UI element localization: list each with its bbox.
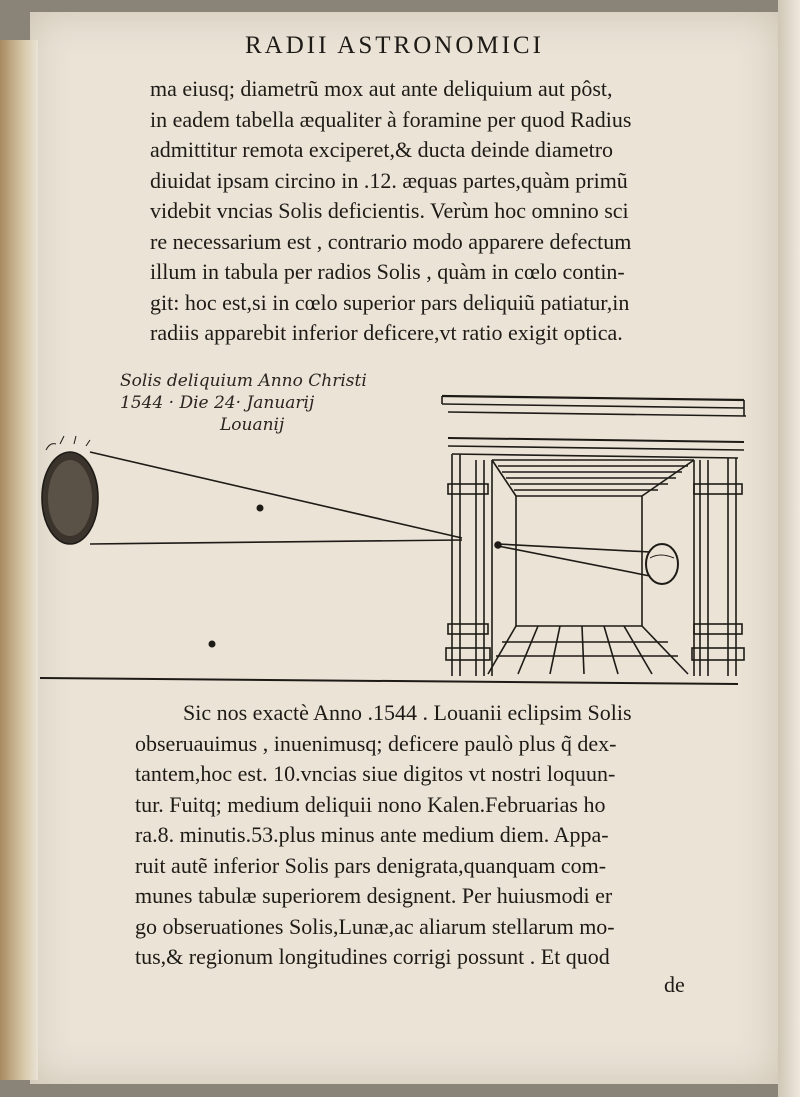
text-line: videbit vncias Solis deficientis. Verùm hoc omnino sci bbox=[150, 198, 629, 223]
running-head: RADII ASTRONOMICI bbox=[245, 32, 544, 59]
text-line: diuidat ipsam circino in .12. æquas partes,quàm primũ bbox=[150, 167, 628, 193]
inscription-line: Solis deliquium Anno Christi bbox=[120, 371, 367, 391]
text-line: illum in tabula per radios Solis , quàm in cœlo contin- bbox=[150, 259, 625, 284]
text-line: munes tabulæ superiorem designent. Per huiusmodi er bbox=[135, 883, 613, 908]
sun-ray-lower bbox=[90, 540, 462, 544]
inscription-line: Louanij bbox=[220, 415, 285, 435]
text-line: go obseruationes Solis,Lunæ,ac aliarum stellarum mo- bbox=[135, 913, 615, 939]
facing-page-edge bbox=[778, 0, 800, 1097]
text-line: ruit autẽ inferior Solis pars denigrata,quanquam com- bbox=[135, 852, 607, 878]
text-line: ra.8. minutis.53.plus minus ante medium diem. Appa- bbox=[135, 822, 609, 847]
text-line: tur. Fuitq; medium deliquii nono Kalen.Februarias ho bbox=[135, 791, 606, 817]
text-line: admittitur remota exciperet,& ducta deinde diametro bbox=[150, 137, 614, 162]
page-edge-stain bbox=[0, 40, 38, 1080]
bottom-text-block bbox=[135, 698, 695, 973]
projected-sun-image bbox=[646, 544, 678, 584]
text-line: tantem,hoc est. 10.vncias siue digitos vt nostri loquun- bbox=[135, 761, 616, 786]
top-text-block bbox=[150, 74, 690, 349]
text-line: Sic nos exactè Anno .1544 . Louanii eclipsim Solis bbox=[183, 700, 632, 725]
text-line: tus,& regionum longitudines corrigi possunt . Et quod bbox=[135, 944, 610, 969]
text-line: ma eiusq; diametrũ mox aut ante deliquium aut pôst, bbox=[150, 76, 613, 101]
sun-ray-upper bbox=[90, 452, 462, 538]
catchword: de bbox=[664, 972, 685, 997]
text-line: in eadem tabella æqualiter à foramine per quod Radius bbox=[150, 106, 632, 132]
sun-icon bbox=[42, 436, 98, 544]
text-line: re necessarium est , contrario modo apparere defectum bbox=[150, 228, 632, 254]
text-line: obseruauimus , inuenimusq; deficere paulò plus q̃ dex- bbox=[135, 730, 617, 756]
text-line: git: hoc est,si in cœlo superior pars deliquiũ patiatur,in bbox=[150, 289, 630, 315]
inscription-line: 1544 · Die 24· Januarij bbox=[120, 393, 315, 413]
ground-line bbox=[40, 678, 738, 684]
handwritten-inscription bbox=[120, 370, 367, 436]
text-line: radiis apparebit inferior deficere,vt ratio exigit optica. bbox=[150, 320, 623, 345]
